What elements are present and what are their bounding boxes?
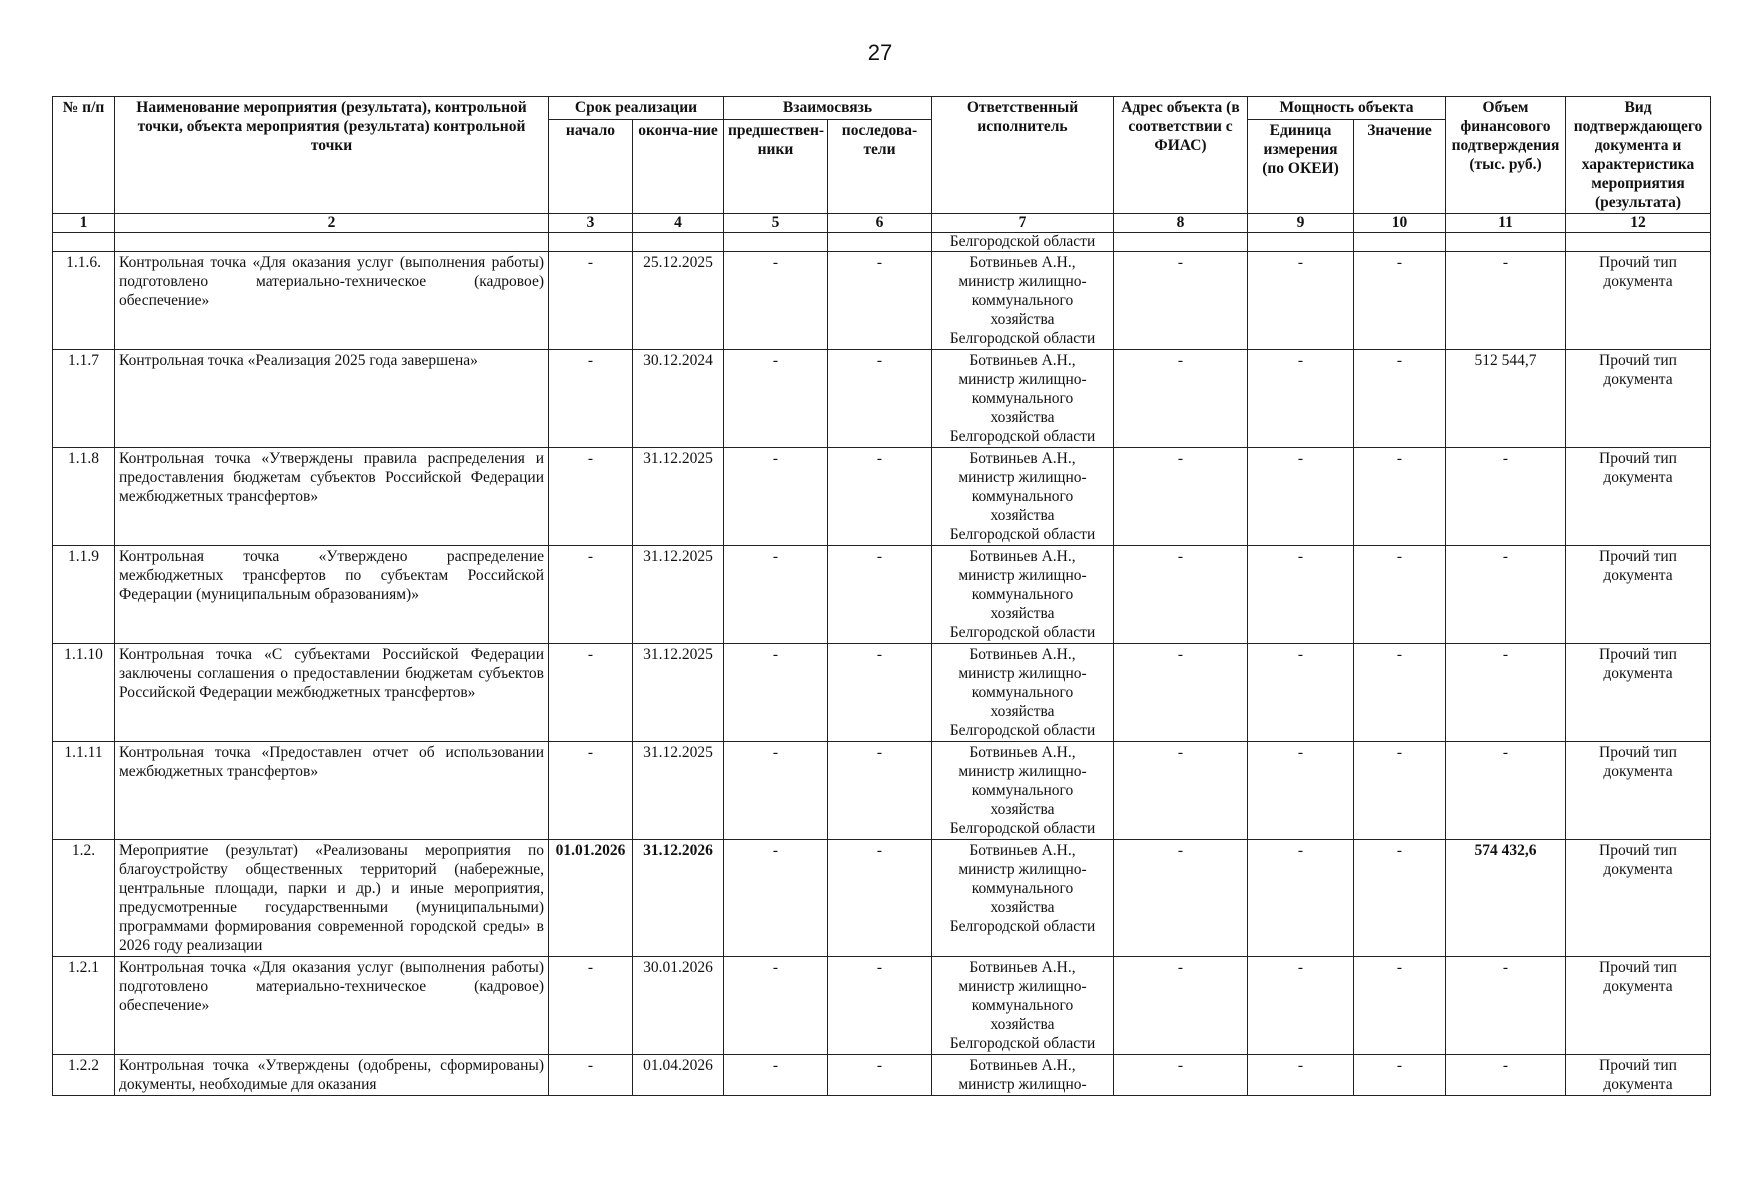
row-value: - — [1354, 644, 1446, 742]
row-end: 31.12.2025 — [633, 546, 724, 644]
row-value: - — [1354, 957, 1446, 1055]
responsible-line: министр жилищно- — [958, 1076, 1087, 1093]
responsible-line: Ботвиньев А.Н., — [969, 959, 1076, 976]
row-name: Контрольная точка «Для оказания услуг (выполнения работы) подготовлено материально-техническое (кадровое) обеспечение» — [115, 252, 549, 350]
row-end: 30.12.2024 — [633, 350, 724, 448]
row-start: - — [549, 350, 633, 448]
column-number: 3 — [549, 214, 633, 233]
row-name: Контрольная точка «Для оказания услуг (выполнения работы) подготовлено материально-техническое (кадровое) обеспечение» — [115, 957, 549, 1055]
row-pred: - — [724, 448, 828, 546]
responsible-line: министр жилищно- — [958, 469, 1087, 486]
row-pred: - — [724, 644, 828, 742]
row-doc: Прочий тип документа — [1566, 1055, 1711, 1096]
row-value: - — [1354, 252, 1446, 350]
header-pred: предшествен-ники — [724, 120, 828, 214]
row-name: Контрольная точка «Предоставлен отчет об использовании межбюджетных трансфертов» — [115, 742, 549, 840]
responsible-line: хозяйства — [990, 507, 1055, 524]
responsible-line: коммунального — [971, 782, 1074, 799]
row-unit: - — [1248, 546, 1354, 644]
row-pred: - — [724, 252, 828, 350]
responsible-line: министр жилищно- — [958, 665, 1087, 682]
row-value: - — [1354, 350, 1446, 448]
row-volume: - — [1446, 1055, 1566, 1096]
row-name: Мероприятие (результат) «Реализованы мероприятия по благоустройству общественных территорий (набережные, центральные площади, парки и др.) и иные мероприятия, предусмотренные государственными (муниципальными) программами формирования современной городской среды» в 2026 году реализации — [115, 840, 549, 957]
row-end: 31.12.2025 — [633, 448, 724, 546]
responsible-line: коммунального — [971, 997, 1074, 1014]
row-number: 1.2. — [53, 840, 115, 957]
row-start: - — [549, 742, 633, 840]
responsible-line: Белгородской области — [949, 722, 1096, 739]
table-row — [53, 546, 1711, 644]
row-responsible — [932, 840, 1114, 957]
header-responsible: Ответственный исполнитель — [932, 97, 1114, 214]
row-name — [115, 1055, 549, 1096]
responsible-line: Белгородской области — [949, 428, 1096, 445]
responsible-line: хозяйства — [990, 409, 1055, 426]
row-responsible — [932, 448, 1114, 546]
row-address: - — [1114, 1055, 1248, 1096]
row-name: Контрольная точка «С субъектами Российской Федерации заключены соглашения о предоставлении бюджетам субъектов Российской Федерации межбюджетных трансфертов» — [115, 644, 549, 742]
responsible-line: Белгородской области — [949, 918, 1096, 935]
row-unit: - — [1248, 742, 1354, 840]
responsible-line: Ботвиньев А.Н., — [969, 254, 1076, 271]
row-doc: Прочий тип документа — [1566, 350, 1711, 448]
row-pred: - — [724, 742, 828, 840]
responsible-line: Белгородской области — [949, 820, 1096, 837]
row-succ: - — [828, 957, 932, 1055]
continuation-row — [53, 233, 1711, 252]
responsible-line: Белгородской области — [949, 526, 1096, 543]
responsible-line: хозяйства — [990, 703, 1055, 720]
row-address: - — [1114, 644, 1248, 742]
row-name: Контрольная точка «Реализация 2025 года завершена» — [115, 350, 549, 448]
row-number: 1.1.7 — [53, 350, 115, 448]
header-value: Значение — [1354, 120, 1446, 214]
row-number: 1.2.2 — [53, 1055, 115, 1096]
table-row — [53, 840, 1711, 957]
table-body — [53, 233, 1711, 1096]
row-address: - — [1114, 840, 1248, 957]
row-succ: - — [828, 742, 932, 840]
responsible-line: Белгородской области — [949, 624, 1096, 641]
responsible-line: хозяйства — [990, 801, 1055, 818]
column-number: 2 — [115, 214, 549, 233]
responsible-line: министр жилищно- — [958, 371, 1087, 388]
responsible-line: коммунального — [971, 488, 1074, 505]
responsible-line: хозяйства — [990, 1016, 1055, 1033]
row-responsible — [932, 350, 1114, 448]
row-unit: - — [1248, 252, 1354, 350]
row-responsible — [932, 742, 1114, 840]
row-unit: - — [1248, 1055, 1354, 1096]
row-end: 31.12.2026 — [633, 840, 724, 957]
row-responsible — [932, 252, 1114, 350]
column-number: 9 — [1248, 214, 1354, 233]
row-doc: Прочий тип документа — [1566, 742, 1711, 840]
column-number: 8 — [1114, 214, 1248, 233]
row-doc: Прочий тип документа — [1566, 644, 1711, 742]
row-address: - — [1114, 350, 1248, 448]
responsible-line: Ботвиньев А.Н., — [969, 548, 1076, 565]
column-number: 4 — [633, 214, 724, 233]
row-end: 30.01.2026 — [633, 957, 724, 1055]
row-pred: - — [724, 350, 828, 448]
header-unit: Единица измерения (по ОКЕИ) — [1248, 120, 1354, 214]
responsible-line: Ботвиньев А.Н., — [969, 450, 1076, 467]
row-volume: - — [1446, 644, 1566, 742]
row-address: - — [1114, 252, 1248, 350]
responsible-line: хозяйства — [990, 311, 1055, 328]
row-end: 31.12.2025 — [633, 644, 724, 742]
row-pred: - — [724, 957, 828, 1055]
responsible-line: хозяйства — [990, 605, 1055, 622]
row-succ: - — [828, 1055, 932, 1096]
continuation-cell: Белгородской области — [932, 233, 1114, 252]
responsible-line: коммунального — [971, 586, 1074, 603]
column-number: 10 — [1354, 214, 1446, 233]
row-start: - — [549, 546, 633, 644]
responsible-line: Белгородской области — [949, 330, 1096, 347]
column-number: 12 — [1566, 214, 1711, 233]
row-doc: Прочий тип документа — [1566, 546, 1711, 644]
responsible-line: Ботвиньев А.Н., — [969, 646, 1076, 663]
column-number: 7 — [932, 214, 1114, 233]
row-responsible — [932, 644, 1114, 742]
header-succ: последова-тели — [828, 120, 932, 214]
header-volume: Объем финансового подтверждения (тыс. руб.) — [1446, 97, 1566, 214]
header-period: Срок реализации — [549, 97, 724, 120]
row-responsible — [932, 546, 1114, 644]
row-number: 1.2.1 — [53, 957, 115, 1055]
header-name: Наименование мероприятия (результата), контрольной точки, объекта мероприятия (результата) контрольной точки — [115, 97, 549, 214]
responsible-line: коммунального — [971, 880, 1074, 897]
responsible-line: коммунального — [971, 684, 1074, 701]
header-end: оконча-ние — [633, 120, 724, 214]
row-value: - — [1354, 840, 1446, 957]
row-pred: - — [724, 840, 828, 957]
row-unit: - — [1248, 840, 1354, 957]
responsible-line: министр жилищно- — [958, 763, 1087, 780]
responsible-line: Ботвиньев А.Н., — [969, 842, 1076, 859]
row-doc: Прочий тип документа — [1566, 840, 1711, 957]
row-unit: - — [1248, 644, 1354, 742]
row-value: - — [1354, 546, 1446, 644]
responsible-line: министр жилищно- — [958, 861, 1087, 878]
table-header — [53, 97, 1711, 233]
row-name: Контрольная точка «Утверждено распределение межбюджетных трансфертов по субъектам Российской Федерации (муниципальным образованиям)» — [115, 546, 549, 644]
row-number: 1.1.10 — [53, 644, 115, 742]
row-volume: - — [1446, 957, 1566, 1055]
row-volume: 574 432,6 — [1446, 840, 1566, 957]
row-succ: - — [828, 840, 932, 957]
row-start: - — [549, 1055, 633, 1096]
row-value: - — [1354, 742, 1446, 840]
row-name: Контрольная точка «Утверждены правила распределения и предоставления бюджетам субъектов Российской Федерации межбюджетных трансфертов» — [115, 448, 549, 546]
row-end: 01.04.2026 — [633, 1055, 724, 1096]
column-number: 6 — [828, 214, 932, 233]
responsible-line: министр жилищно- — [958, 567, 1087, 584]
table-row — [53, 742, 1711, 840]
row-start: - — [549, 957, 633, 1055]
column-number: 11 — [1446, 214, 1566, 233]
row-unit: - — [1248, 448, 1354, 546]
row-volume: - — [1446, 546, 1566, 644]
responsible-line: коммунального — [971, 390, 1074, 407]
row-succ: - — [828, 350, 932, 448]
row-responsible — [932, 957, 1114, 1055]
row-responsible — [932, 1055, 1114, 1096]
header-link: Взаимосвязь — [724, 97, 932, 120]
row-unit: - — [1248, 957, 1354, 1055]
row-value: - — [1354, 448, 1446, 546]
row-address: - — [1114, 742, 1248, 840]
row-volume: - — [1446, 448, 1566, 546]
row-succ: - — [828, 644, 932, 742]
table-row — [53, 448, 1711, 546]
row-address: - — [1114, 957, 1248, 1055]
row-volume: - — [1446, 252, 1566, 350]
column-number: 5 — [724, 214, 828, 233]
row-number: 1.1.6. — [53, 252, 115, 350]
row-number: 1.1.11 — [53, 742, 115, 840]
row-number: 1.1.9 — [53, 546, 115, 644]
table-row — [53, 1055, 1711, 1096]
row-doc: Прочий тип документа — [1566, 957, 1711, 1055]
row-volume: 512 544,7 — [1446, 350, 1566, 448]
responsible-line: Белгородской области — [949, 1035, 1096, 1052]
header-capacity: Мощность объекта — [1248, 97, 1446, 120]
row-volume: - — [1446, 742, 1566, 840]
responsible-line: Ботвиньев А.Н., — [969, 1057, 1076, 1074]
row-pred: - — [724, 1055, 828, 1096]
table-row — [53, 252, 1711, 350]
row-succ: - — [828, 252, 932, 350]
column-numbers-row — [53, 214, 1711, 233]
responsible-line: коммунального — [971, 292, 1074, 309]
row-succ: - — [828, 448, 932, 546]
responsible-line: Ботвиньев А.Н., — [969, 744, 1076, 761]
header-start: начало — [549, 120, 633, 214]
responsible-line: министр жилищно- — [958, 978, 1087, 995]
row-end: 25.12.2025 — [633, 252, 724, 350]
row-value: - — [1354, 1055, 1446, 1096]
responsible-line: хозяйства — [990, 899, 1055, 916]
responsible-line: Ботвиньев А.Н., — [969, 352, 1076, 369]
row-address: - — [1114, 546, 1248, 644]
row-pred: - — [724, 546, 828, 644]
page-number: 27 — [867, 40, 893, 65]
row-address: - — [1114, 448, 1248, 546]
table-row — [53, 957, 1711, 1055]
responsible-line: министр жилищно- — [958, 273, 1087, 290]
table-row — [53, 644, 1711, 742]
table-row — [53, 350, 1711, 448]
row-doc: Прочий тип документа — [1566, 448, 1711, 546]
row-doc: Прочий тип документа — [1566, 252, 1711, 350]
plan-table — [52, 96, 1711, 1096]
row-start: - — [549, 252, 633, 350]
column-number: 1 — [53, 214, 115, 233]
header-no: № п/п — [53, 97, 115, 214]
row-start: 01.01.2026 — [549, 840, 633, 957]
row-unit: - — [1248, 350, 1354, 448]
row-number: 1.1.8 — [53, 448, 115, 546]
header-doc: Вид подтверждающего документа и характеристика мероприятия (результата) — [1566, 97, 1711, 214]
row-succ: - — [828, 546, 932, 644]
header-address: Адрес объекта (в соответствии с ФИАС) — [1114, 97, 1248, 214]
row-name-text: Контрольная точка «Утверждены (одобрены, сформированы) документы, необходимые для оказания — [119, 1057, 544, 1093]
row-start: - — [549, 644, 633, 742]
row-end: 31.12.2025 — [633, 742, 724, 840]
row-start: - — [549, 448, 633, 546]
